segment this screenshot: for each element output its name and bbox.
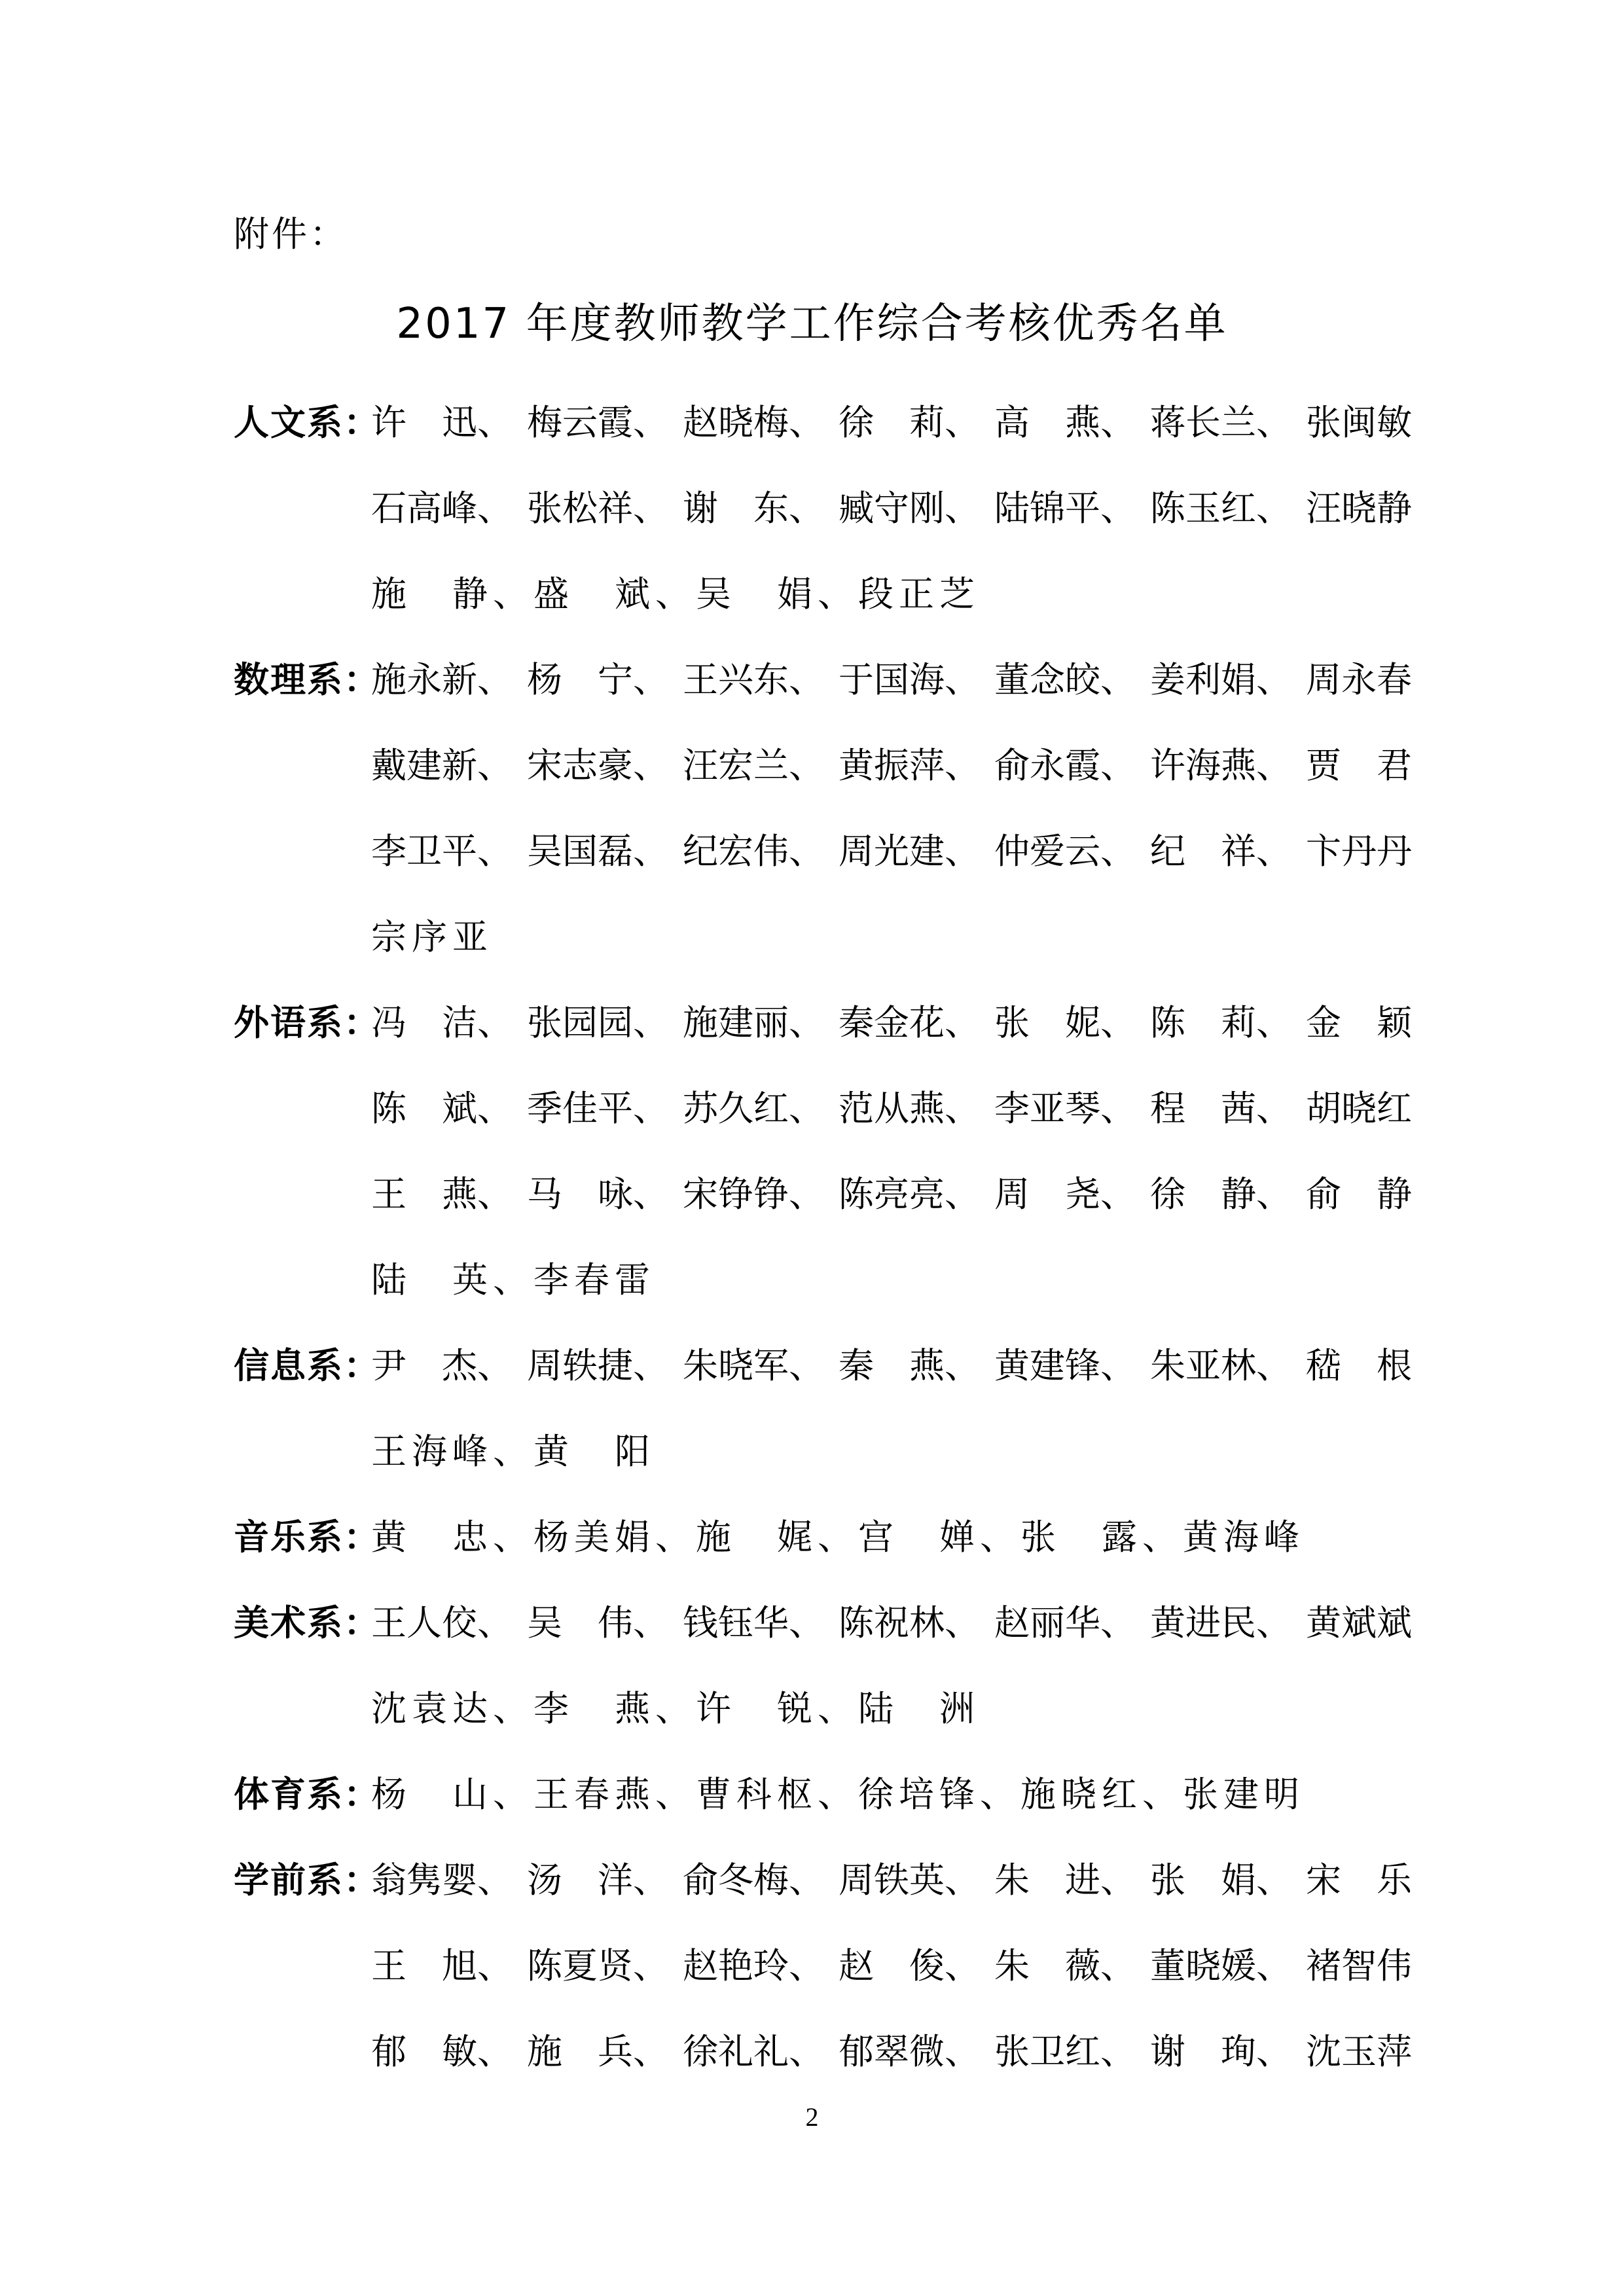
teacher-name: 郁 敏、 — [371, 2031, 513, 2072]
teacher-name: 梅云霞、 — [527, 402, 668, 443]
teacher-name: 仲爱云、 — [994, 831, 1136, 872]
page-number: 2 — [805, 2102, 819, 2132]
department-names — [371, 980, 1412, 1323]
teacher-name: 陆锦平、 — [994, 488, 1136, 529]
teacher-name: 金 颖 — [1306, 1002, 1412, 1043]
teacher-name: 苏久红、 — [683, 1088, 824, 1129]
name-line: 宗序亚 — [371, 916, 493, 958]
teacher-name: 翁隽婴、 — [371, 1859, 513, 1901]
teacher-name: 尹 杰、 — [371, 1345, 513, 1386]
teacher-name: 黄建锋、 — [994, 1345, 1136, 1386]
name-line — [371, 637, 1412, 723]
name-line: 黄 忠、杨美娟、施 娓、宫 婵、张 露、黄海峰 — [371, 1516, 1305, 1558]
teacher-name: 范从燕、 — [839, 1088, 980, 1129]
teacher-name: 赵 俊、 — [839, 1945, 980, 1986]
teacher-name: 许 迅、 — [371, 402, 513, 443]
teacher-name: 董念皎、 — [994, 659, 1136, 700]
teacher-name: 张闽敏 — [1306, 402, 1412, 443]
name-line: 王海峰、黄 阳 — [371, 1431, 655, 1472]
teacher-name: 周 尧、 — [994, 1174, 1136, 1215]
teacher-name: 马 咏、 — [527, 1174, 668, 1215]
department-block — [234, 1837, 1412, 2094]
teacher-name: 黄振萍、 — [839, 745, 980, 786]
name-line — [371, 1151, 1412, 1237]
teacher-name: 宋志豪、 — [527, 745, 668, 786]
teacher-name: 杨 宁、 — [527, 659, 668, 700]
teacher-name: 卞丹丹 — [1306, 831, 1412, 872]
teacher-name: 陈祝林、 — [839, 1602, 980, 1643]
name-line — [371, 723, 1412, 808]
name-line — [371, 1837, 1412, 1923]
department-names — [371, 1751, 1412, 1837]
department-names — [371, 1837, 1412, 2094]
department-label: 音乐系： — [234, 1516, 380, 1558]
teacher-name: 汪晓静 — [1306, 488, 1412, 529]
teacher-name: 吴国磊、 — [527, 831, 668, 872]
teacher-name: 张园园、 — [527, 1002, 668, 1043]
name-line — [371, 1923, 1412, 2009]
teacher-name: 张卫红、 — [994, 2031, 1136, 2072]
department-label: 体育系： — [234, 1774, 380, 1815]
teacher-name: 朱晓军、 — [683, 1345, 824, 1386]
teacher-name: 纪宏伟、 — [683, 831, 824, 872]
department-label: 外语系： — [234, 1002, 380, 1043]
teacher-name: 李卫平、 — [371, 831, 513, 872]
name-line — [371, 980, 1412, 1066]
teacher-name: 朱 薇、 — [994, 1945, 1136, 1986]
department-block — [234, 980, 1412, 1323]
teacher-name: 张 妮、 — [994, 1002, 1136, 1043]
department-names — [371, 380, 1412, 637]
name-line — [371, 380, 1412, 465]
teacher-name: 徐 静、 — [1150, 1174, 1291, 1215]
department-label: 人文系： — [234, 402, 380, 443]
department-label: 数理系： — [234, 659, 380, 700]
teacher-name: 陈 斌、 — [371, 1088, 513, 1129]
document-title: 2017 年度教师教学工作综合考核优秀名单 — [396, 300, 1228, 348]
name-line: 沈袁达、李 燕、许 锐、陆 洲 — [371, 1688, 980, 1729]
name-line: 施 静、盛 斌、吴 娟、段正芝 — [371, 573, 980, 615]
teacher-name: 王人佼、 — [371, 1602, 513, 1643]
teacher-name: 戴建新、 — [371, 745, 513, 786]
teacher-name: 俞永霞、 — [994, 745, 1136, 786]
teacher-name: 沈玉萍 — [1306, 2031, 1412, 2072]
teacher-name: 黄进民、 — [1150, 1602, 1291, 1643]
teacher-name: 王 燕、 — [371, 1174, 513, 1215]
name-line — [371, 1580, 1412, 1666]
teacher-name: 赵丽华、 — [994, 1602, 1136, 1643]
teacher-name: 周光建、 — [839, 831, 980, 872]
teacher-name: 俞冬梅、 — [683, 1859, 824, 1901]
teacher-name: 冯 洁、 — [371, 1002, 513, 1043]
teacher-name: 吴 伟、 — [527, 1602, 668, 1643]
name-line: 陆 英、李春雷 — [371, 1259, 655, 1300]
teacher-name: 秦金花、 — [839, 1002, 980, 1043]
teacher-name: 谢 珣、 — [1150, 2031, 1291, 2072]
department-block — [234, 637, 1412, 980]
teacher-name: 施 兵、 — [527, 2031, 668, 2072]
teacher-name: 徐 莉、 — [839, 402, 980, 443]
department-block — [234, 1323, 1412, 1494]
teacher-name: 王兴东、 — [683, 659, 824, 700]
teacher-name: 蒋长兰、 — [1150, 402, 1291, 443]
teacher-name: 赵艳玲、 — [683, 1945, 824, 1986]
teacher-name: 臧守刚、 — [839, 488, 980, 529]
teacher-name: 陈玉红、 — [1150, 488, 1291, 529]
teacher-name: 钱钰华、 — [683, 1602, 824, 1643]
department-names — [371, 1580, 1412, 1751]
teacher-name: 宋 乐 — [1306, 1859, 1412, 1901]
teacher-name: 陈亮亮、 — [839, 1174, 980, 1215]
attachment-label: 附件： — [234, 213, 348, 255]
name-line — [371, 1066, 1412, 1151]
teacher-name: 季佳平、 — [527, 1088, 668, 1129]
department-names — [371, 1494, 1412, 1580]
teacher-name: 汪宏兰、 — [683, 745, 824, 786]
teacher-name: 姜利娟、 — [1150, 659, 1291, 700]
teacher-name: 周铁英、 — [839, 1859, 980, 1901]
teacher-name: 张 娟、 — [1150, 1859, 1291, 1901]
teacher-name: 汤 洋、 — [527, 1859, 668, 1901]
teacher-name: 程 茜、 — [1150, 1088, 1291, 1129]
name-line: 杨 山、王春燕、曹科枢、徐培锋、施晓红、张建明 — [371, 1774, 1305, 1815]
teacher-name: 胡晓红 — [1306, 1088, 1412, 1129]
teacher-name: 贾 君 — [1306, 745, 1412, 786]
teacher-name: 赵晓梅、 — [683, 402, 824, 443]
teacher-name: 陈 莉、 — [1150, 1002, 1291, 1043]
department-block — [234, 1580, 1412, 1751]
teacher-name: 纪 祥、 — [1150, 831, 1291, 872]
teacher-name: 于国海、 — [839, 659, 980, 700]
honor-roster — [234, 380, 1412, 2094]
teacher-name: 谢 东、 — [683, 488, 824, 529]
teacher-name: 徐礼礼、 — [683, 2031, 824, 2072]
teacher-name: 郁翠微、 — [839, 2031, 980, 2072]
department-label: 美术系： — [234, 1602, 380, 1643]
teacher-name: 周轶捷、 — [527, 1345, 668, 1386]
teacher-name: 陈夏贤、 — [527, 1945, 668, 1986]
teacher-name: 宋铮铮、 — [683, 1174, 824, 1215]
teacher-name: 高 燕、 — [994, 402, 1136, 443]
teacher-name: 董晓媛、 — [1150, 1945, 1291, 1986]
name-line — [371, 2009, 1412, 2094]
teacher-name: 施建丽、 — [683, 1002, 824, 1043]
department-block — [234, 380, 1412, 637]
teacher-name: 许海燕、 — [1150, 745, 1291, 786]
name-line — [371, 808, 1412, 894]
teacher-name: 俞 静 — [1306, 1174, 1412, 1215]
teacher-name: 秦 燕、 — [839, 1345, 980, 1386]
department-label: 信息系： — [234, 1345, 380, 1386]
department-block — [234, 1751, 1412, 1837]
teacher-name: 嵇 根 — [1306, 1345, 1412, 1386]
teacher-name: 朱亚林、 — [1150, 1345, 1291, 1386]
department-names — [371, 1323, 1412, 1494]
teacher-name: 施永新、 — [371, 659, 513, 700]
teacher-name: 李亚琴、 — [994, 1088, 1136, 1129]
department-names — [371, 637, 1412, 980]
teacher-name: 张松祥、 — [527, 488, 668, 529]
teacher-name: 周永春 — [1306, 659, 1412, 700]
name-line — [371, 1323, 1412, 1408]
department-label: 学前系： — [234, 1859, 380, 1901]
teacher-name: 王 旭、 — [371, 1945, 513, 1986]
teacher-name: 石高峰、 — [371, 488, 513, 529]
department-block — [234, 1494, 1412, 1580]
teacher-name: 黄斌斌 — [1306, 1602, 1412, 1643]
teacher-name: 朱 进、 — [994, 1859, 1136, 1901]
name-line — [371, 465, 1412, 551]
teacher-name: 褚智伟 — [1306, 1945, 1412, 1986]
